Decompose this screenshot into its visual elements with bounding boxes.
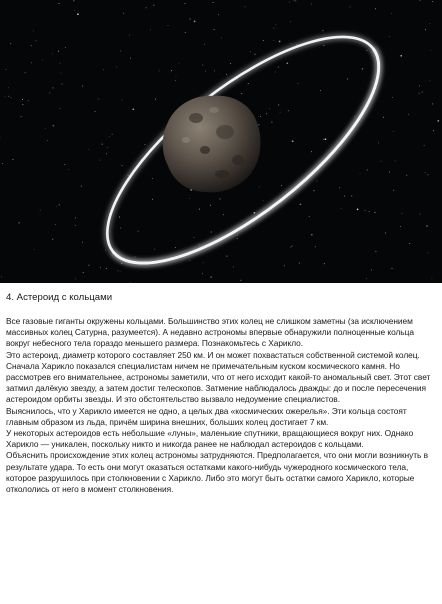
star (360, 173, 361, 174)
star (75, 225, 76, 226)
star (179, 63, 180, 64)
asteroid (163, 96, 261, 193)
star (275, 24, 276, 25)
star (135, 256, 136, 257)
star (101, 143, 103, 145)
star (58, 51, 59, 52)
star (289, 2, 290, 3)
star (123, 13, 124, 14)
star (409, 243, 410, 244)
star (185, 3, 186, 4)
star (279, 41, 281, 43)
star (426, 225, 428, 227)
star (392, 268, 393, 269)
star (393, 131, 394, 132)
star (53, 125, 55, 127)
star (263, 200, 264, 201)
star (427, 252, 428, 253)
star (375, 8, 376, 9)
star (254, 212, 256, 214)
star (120, 227, 121, 228)
star (259, 187, 260, 188)
star (203, 262, 204, 263)
star (420, 214, 421, 215)
star (427, 174, 428, 175)
star (273, 40, 274, 41)
star (425, 172, 426, 173)
star (36, 40, 37, 41)
star (49, 92, 50, 93)
star (383, 117, 384, 118)
star (120, 271, 121, 272)
star (291, 246, 292, 247)
star (255, 54, 256, 55)
star (88, 265, 89, 266)
star (152, 199, 153, 200)
star (245, 6, 246, 7)
star (8, 96, 9, 97)
star (378, 142, 379, 143)
star (73, 0, 74, 1)
star (230, 63, 231, 64)
star (430, 50, 431, 51)
star (314, 190, 315, 191)
star (77, 13, 79, 15)
star (144, 144, 145, 145)
star (281, 185, 282, 186)
star (146, 7, 147, 8)
star (185, 32, 186, 33)
star (325, 138, 327, 140)
star (362, 68, 364, 70)
star (138, 231, 139, 232)
star (47, 140, 48, 141)
star (401, 213, 402, 214)
star (240, 280, 241, 281)
star (13, 159, 14, 160)
star (175, 247, 176, 248)
star (406, 175, 407, 176)
star (159, 70, 160, 71)
star (297, 83, 298, 84)
paragraph-4: Выяснилось, что у Харикло имеется не одно, а целых два «космических ожерелья». Эти кольца состоят главным образом из льда, причём ширина внешних, больших колец достигает 7 км. (6, 405, 407, 427)
star (290, 21, 291, 22)
star (194, 21, 196, 23)
star (153, 5, 154, 6)
star (25, 72, 26, 73)
star (122, 99, 123, 100)
star (100, 160, 101, 161)
star (199, 209, 200, 210)
star (385, 233, 386, 234)
star (81, 186, 82, 187)
star (83, 272, 84, 273)
star (211, 232, 212, 233)
star (375, 251, 376, 252)
star (393, 190, 394, 191)
star (103, 69, 104, 70)
star (432, 103, 433, 104)
star (366, 278, 367, 279)
star (129, 35, 130, 36)
star (269, 108, 270, 109)
star (311, 151, 312, 152)
star (339, 187, 340, 188)
star (354, 116, 355, 117)
star (45, 128, 46, 129)
star (233, 266, 234, 267)
star (60, 63, 61, 64)
star (121, 263, 122, 264)
star (60, 108, 61, 109)
star (437, 120, 439, 122)
star (152, 178, 153, 179)
star (408, 114, 409, 115)
star (357, 208, 359, 210)
star (292, 140, 294, 142)
star (100, 267, 101, 268)
star (106, 153, 107, 154)
star (28, 100, 29, 101)
star (369, 211, 370, 212)
star (171, 70, 172, 71)
star (349, 6, 350, 7)
star (288, 110, 289, 111)
star (60, 73, 61, 74)
star (190, 19, 191, 20)
star (273, 28, 274, 29)
star (278, 67, 279, 68)
star (18, 222, 20, 224)
star (65, 47, 66, 48)
star (194, 237, 195, 238)
star (52, 239, 53, 240)
star (248, 83, 249, 84)
star (120, 51, 121, 52)
star (286, 62, 288, 64)
star (31, 62, 32, 63)
star (389, 36, 390, 37)
star (34, 249, 35, 250)
star (116, 67, 117, 68)
star (56, 206, 57, 207)
star (365, 210, 366, 211)
star (31, 45, 32, 46)
star (400, 226, 401, 227)
star (400, 55, 402, 57)
star (431, 278, 432, 279)
star (105, 250, 106, 251)
star (226, 74, 227, 75)
star (205, 71, 206, 72)
star (375, 212, 376, 213)
star (433, 130, 434, 131)
star (260, 116, 261, 117)
star (347, 79, 348, 80)
paragraph-2: Это астероид, диаметр которого составляет 250 км. И он может похвастаться собственной системой колец. (6, 349, 420, 360)
star (213, 2, 214, 3)
star (5, 96, 6, 97)
star (22, 99, 23, 100)
star (294, 0, 295, 1)
star (300, 204, 302, 206)
star (220, 198, 221, 199)
star (419, 0, 420, 1)
star (322, 30, 323, 31)
star (323, 139, 324, 140)
star (214, 70, 215, 71)
star (98, 99, 99, 100)
star (291, 43, 292, 44)
star (119, 217, 120, 218)
star (10, 43, 11, 44)
star (389, 172, 390, 173)
star (42, 60, 43, 61)
star (432, 1, 433, 2)
asteroid-ring-image (0, 0, 442, 283)
star (316, 180, 317, 181)
star (425, 29, 426, 30)
star (175, 80, 176, 81)
star (429, 23, 430, 24)
star (422, 92, 423, 93)
star (419, 85, 420, 86)
star (371, 270, 372, 271)
star (309, 216, 310, 217)
asteroid-ring-illustration (0, 0, 442, 283)
star (82, 86, 83, 87)
star (109, 136, 110, 137)
star (64, 164, 65, 165)
star (52, 53, 53, 54)
star (237, 235, 238, 236)
star (344, 196, 345, 197)
article-heading: 4. Астероид с кольцами (6, 292, 113, 303)
star (429, 80, 430, 81)
star (351, 196, 352, 197)
star (290, 247, 291, 248)
star (55, 224, 56, 225)
star (424, 145, 425, 146)
star (62, 84, 63, 85)
star (419, 93, 420, 94)
star (221, 37, 222, 38)
star (381, 161, 382, 162)
star (175, 76, 176, 77)
star (88, 149, 89, 150)
star (132, 108, 134, 110)
star (391, 13, 392, 14)
star (299, 263, 300, 264)
star (40, 210, 41, 211)
star (75, 217, 76, 218)
star (68, 169, 69, 170)
star (324, 263, 325, 264)
star (95, 111, 96, 112)
star (280, 112, 281, 113)
star (8, 87, 9, 88)
star (150, 29, 151, 30)
star (241, 93, 242, 94)
star (214, 29, 215, 30)
star (53, 87, 54, 88)
star (275, 72, 276, 73)
star (258, 124, 259, 125)
paragraph-3: Сначала Харикло показался специалистам ничем не примечательным куском космического камня. Но рассмотрев его внимательнее, астрономы заметили, что от него исходит какой-то аномальный свет. Этот свет затмил далёкую звезду, а затем достиг телескопов. Затмение наблюдалось дважды: до и после пересечения астероидом орбиты звезды. И это обстоятельство вызвало недоумение специалистов. (6, 360, 431, 405)
star (198, 244, 199, 245)
star (204, 44, 205, 45)
star (189, 198, 190, 199)
paragraph-5: У некоторых астероидов есть небольшие «луны», маленькие спутники, вращающиеся вокруг них. Однако Харикло — уникален, поскольку никто и никогда ранее не наблюдал астероидов с кольцами. (6, 428, 414, 450)
article (6, 292, 438, 495)
star (2, 163, 3, 164)
star (263, 40, 264, 41)
star (21, 116, 22, 117)
star (82, 242, 83, 243)
star (237, 238, 238, 239)
star (271, 122, 272, 123)
star (392, 97, 393, 98)
star (311, 234, 313, 236)
star (315, 246, 316, 247)
star (107, 147, 108, 148)
star (311, 4, 312, 5)
star (117, 270, 118, 271)
star (202, 65, 203, 66)
star (367, 50, 368, 51)
star (1, 276, 2, 277)
star (284, 265, 285, 266)
paragraph-1: Все газовые гиганты окружены кольцами. Большинство этих колец не слишком заметны (за исключением массивных колец Сатурна, разумеется). А недавно астрономы впервые обнаружили полноценные кольца вокруг небесного тела гораздо меньшего размера. Познакомьтесь с Харикло. (6, 316, 414, 349)
star (75, 278, 76, 279)
star (106, 268, 107, 269)
star (202, 273, 203, 274)
star (395, 160, 396, 161)
star (210, 205, 211, 206)
star (122, 165, 123, 166)
star (130, 58, 131, 59)
star (266, 113, 267, 114)
star (341, 208, 342, 209)
star (295, 0, 296, 1)
star (59, 3, 60, 4)
star (5, 69, 6, 70)
star (74, 10, 75, 11)
star (320, 90, 321, 91)
paragraph-6: Объяснить происхождение этих колец астрономы затрудняются. Предполагается, что они могли возникнуть в результате удара. То есть они могут оказаться остатками какого-нибудь чужеродного космического тела, которое разрушилось при столкновении с Харикло. Либо это могут быть остатки самого Харикло, которые откололись от него в момент столкновения. (6, 450, 428, 495)
star (223, 214, 224, 215)
star (112, 134, 113, 135)
star (154, 249, 155, 250)
star (33, 31, 34, 32)
star (10, 97, 11, 98)
star (168, 25, 169, 26)
star (189, 260, 190, 261)
star (278, 104, 279, 105)
star (323, 45, 324, 46)
star (218, 14, 219, 15)
star (367, 170, 368, 171)
star (250, 51, 251, 52)
star (22, 104, 23, 105)
star (155, 99, 156, 100)
star (226, 255, 228, 257)
star (210, 276, 212, 278)
star (59, 204, 60, 205)
